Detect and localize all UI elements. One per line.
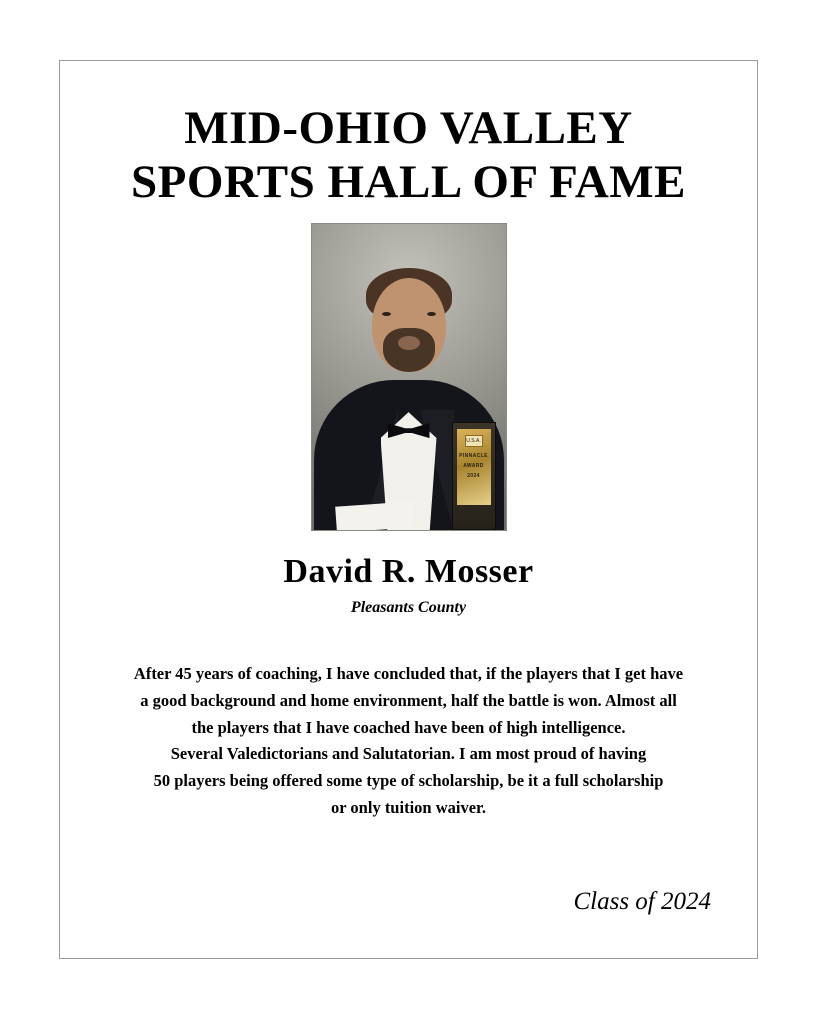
quote-line: Several Valedictorians and Salutatorian. I am most proud of having <box>170 744 647 764</box>
held-certificate <box>335 501 415 531</box>
inductee-photo <box>311 223 507 531</box>
beard <box>383 328 435 372</box>
quote-line: or only tuition waiver. <box>331 797 486 817</box>
inductee-quote <box>109 661 709 821</box>
quote-line: the players that I have coached have been of high intelligence. <box>191 717 626 737</box>
award-seal-icon: U.S.A. <box>465 435 483 447</box>
quote-line: 50 players being offered some type of scholarship, be it a full scholarship <box>153 770 664 790</box>
class-of-label: Class of 2024 <box>573 888 711 915</box>
award-text-line-4: 2024 <box>467 473 480 480</box>
award-plaque <box>452 422 496 530</box>
title-line-2: SPORTS HALL OF FAME <box>131 156 686 209</box>
award-text-line-3: AWARD <box>463 463 484 470</box>
eye-right <box>427 312 436 316</box>
title-line-1: MID-OHIO VALLEY <box>184 102 633 154</box>
quote-line: After 45 years of coaching, I have concluded that, if the players that I get have <box>133 664 684 684</box>
certificate-title <box>60 101 757 209</box>
inductee-name: David R. Mosser <box>283 553 534 591</box>
award-text-line-2: PINNACLE <box>459 453 488 460</box>
photo-frame <box>311 223 507 531</box>
inductee-county: Pleasants County <box>350 599 467 617</box>
quote-line: a good background and home environment, half the battle is won. Almost all <box>140 690 677 710</box>
eye-left <box>382 312 391 316</box>
certificate-card <box>59 60 758 959</box>
chin-highlight <box>398 336 420 350</box>
